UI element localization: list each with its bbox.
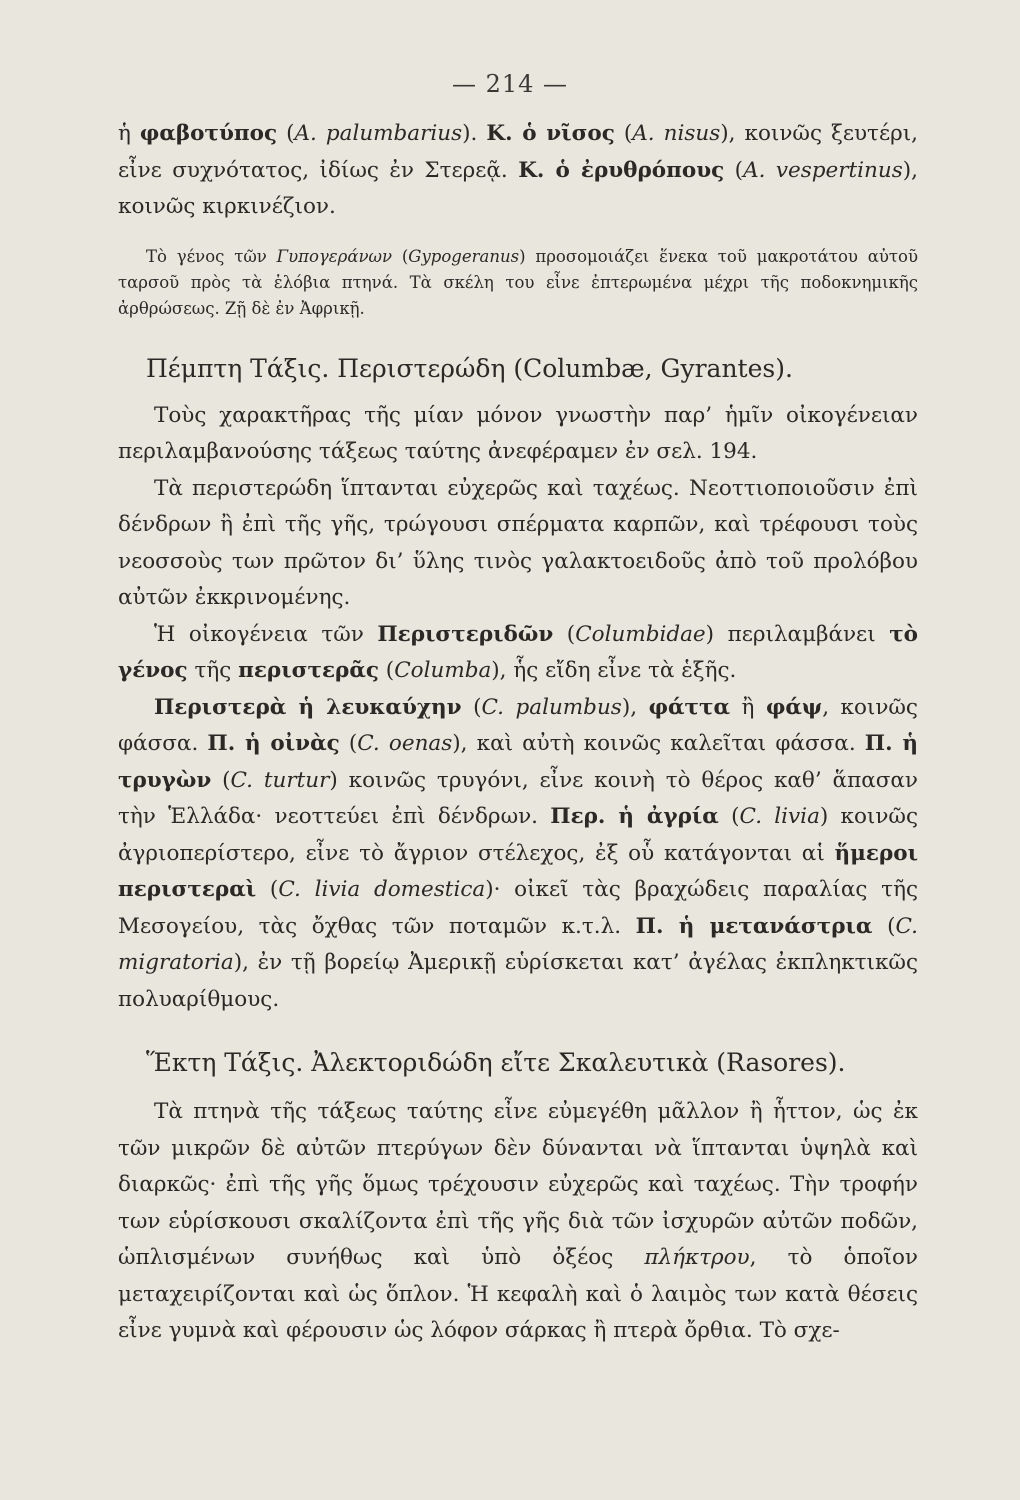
latin-name: Gypogeranus: [408, 246, 520, 266]
term: Κ. ὁ ἐρυθρόπους: [518, 157, 725, 183]
term: Περ. ἡ ἀγρία: [550, 804, 719, 829]
term: ἥμεροι περιστεραὶ: [118, 840, 918, 902]
latin-name: C. palumbus: [481, 694, 622, 720]
term: Π. ἡ τρυγὼν: [118, 731, 919, 793]
paragraph-rasores: Τὰ πτηνὰ τῆς τάξεως ταύτης εἶνε εὐμεγέθη μᾶλλον ἢ ἧττον, ὡς ἐκ τῶν μικρῶν δὲ αὐτῶν πτερύγων δὲν δύνανται νὰ ἵπτανται ὑψηλὰ καὶ διαρκῶς· ἐπὶ τῆς γῆς ὅμως τρέχουσιν εὐχερῶς καὶ ταχέως. Τὴν τροφήν των εὑρίσκουσι σκαλίζοντα ἐπὶ τῆς γῆς διὰ τῶν ἰσχυρῶν αὐτῶν ποδῶν, ὡπλισμένων συνήθως καὶ ὑπὸ ὀξέος πλήκτρου, τὸ ὁποῖον μεταχειρίζονται καὶ ὡς ὅπλον. Ἡ κεφαλὴ καὶ ὁ λαιμὸς των κατὰ θέσεις εἶνε γυμνὰ καὶ φέρουσιν ὡς λόφον σάρκας ἢ πτερὰ ὄρθια. Τὸ σχε-: [118, 1099, 918, 1343]
latin-name: C. migratoria: [118, 913, 918, 975]
term: τὸ γένος: [118, 621, 918, 683]
latin-name: C. livia: [739, 804, 820, 829]
term: φαβοτύπος: [139, 121, 278, 146]
paragraph-characters: Τοὺς χαρακτῆρας τῆς μίαν μόνον γνωστὴν παρ’ ἡμῖν οἰκογένειαν περιλαμβανούσης τάξεως ταύτης ἀνεφέραμεν ἐν σελ. 194.: [118, 402, 918, 464]
latin-name: C. livia domestica: [278, 877, 486, 902]
term: Π. ἡ μετανάστρια: [635, 913, 873, 939]
paragraph-species: Περιστερὰ ἡ λευκαύχην (C. palumbus), φάττα ἢ φάψ, κοινῶς φάσσα. Π. ἡ οἰνὰς (C. oenas), καὶ αὐτὴ κοινῶς καλεῖται φάσσα. Π. ἡ τρυγὼν (C. turtur) κοινῶς τρυγόνι, εἶνε κοινὴ τὸ θέρος καθ’ ἅπασαν τὴν Ἑλλάδα· νεοττεύει ἐπὶ δένδρων. Περ. ἡ ἀγρία (C. livia) κοινῶς ἀγριοπερίστερο, εἶνε τὸ ἄγριον στέλεχος, ἐξ οὗ κατάγονται αἱ ἥμεροι περιστεραὶ (C. livia domestica)· οἰκεῖ τὰς βραχώδεις παραλίας τῆς Μεσογείου, τὰς ὄχθας τῶν ποταμῶν κ.τ.λ. Π. ἡ μετανάστρια (C. migratoria), ἐν τῇ βορείῳ Ἀμερικῇ εὑρίσκεται κατ’ ἀγέλας ἐκπληκτικῶς πολυαρίθμους.: [118, 694, 919, 1012]
latin-name: C. oenas: [357, 731, 453, 756]
latin-name: A. palumbarius: [294, 121, 463, 146]
paragraph-flight: Τὰ περιστερώδη ἵπτανται εὐχερῶς καὶ ταχέως. Νεοττιοποιοῦσιν ἐπὶ δένδρων ἢ ἐπὶ τῆς γῆς, τρώγουσι σπέρματα καρπῶν, καὶ τρέφουσι τοὺς νεοσσοὺς των πρῶτον δι’ ὕλης τινὸς γαλακτοειδοῦς ἀπὸ τοῦ προλόβου αὐτῶν ἐκκρινομένης.: [118, 475, 918, 610]
term: Π. ἡ οἰνὰς: [207, 731, 340, 756]
latin-name: Columba: [394, 658, 492, 683]
term: φάττα: [648, 694, 731, 720]
latin-name: A. nisus: [632, 121, 721, 146]
section-heading-sixth-order: Ἕκτη Τάξις. Ἀλεκτοριδώδη εἴτε Σκαλευτικὰ (Rasores).: [146, 1048, 846, 1077]
page-content: [118, 116, 918, 1350]
latin-name: Columbidae: [575, 621, 706, 647]
term: Περιστεριδῶν: [377, 621, 554, 647]
term: περιστερᾶς: [238, 658, 379, 683]
paragraph-falcons: ἡ φαβοτύπος (A. palumbarius). Κ. ὁ νῖσος (A. nisus), κοινῶς ξευτέρι, εἶνε συχνότατος, ἰδίως ἐν Στερεᾷ. Κ. ὁ ἐρυθρόπους (A. vespertinus), κοινῶς κιρκινέζιον.: [118, 121, 918, 219]
section-heading-fifth-order: Πέμπτη Τάξις. Περιστερώδη (Columbæ, Gyrantes).: [146, 353, 793, 383]
paragraph-family: Ἡ οἰκογένεια τῶν Περιστεριδῶν (Columbidae) περιλαμβάνει τὸ γένος τῆς περιστερᾶς (Columba), ἧς εἴδη εἶνε τὰ ἑξῆς.: [118, 621, 918, 683]
emphasis: πλήκτρου: [644, 1245, 750, 1270]
page-number: — 214 —: [451, 70, 569, 98]
greek-name: Γυπογεράνων: [276, 246, 393, 266]
latin-name: A. vespertinus: [743, 157, 903, 183]
latin-name: C. turtur: [230, 767, 330, 793]
term: Περιστερὰ ἡ λευκαύχην: [154, 694, 462, 720]
term: Κ. ὁ νῖσος: [486, 121, 615, 146]
term: φάψ: [765, 694, 823, 720]
small-print-note: Τὸ γένος τῶν Γυπογεράνων (Gypogeranus) προσομοιάζει ἕνεκα τοῦ μακροτάτου αὐτοῦ ταρσοῦ πρὸς τὰ ἑλόβια πτηνά. Τὰ σκέλη του εἶνε ἐπτερωμένα μέχρι τῆς ποδοκνημικῆς ἀρθρώσεως. Ζῇ δὲ ἐν Ἀφρικῇ.: [118, 246, 918, 318]
